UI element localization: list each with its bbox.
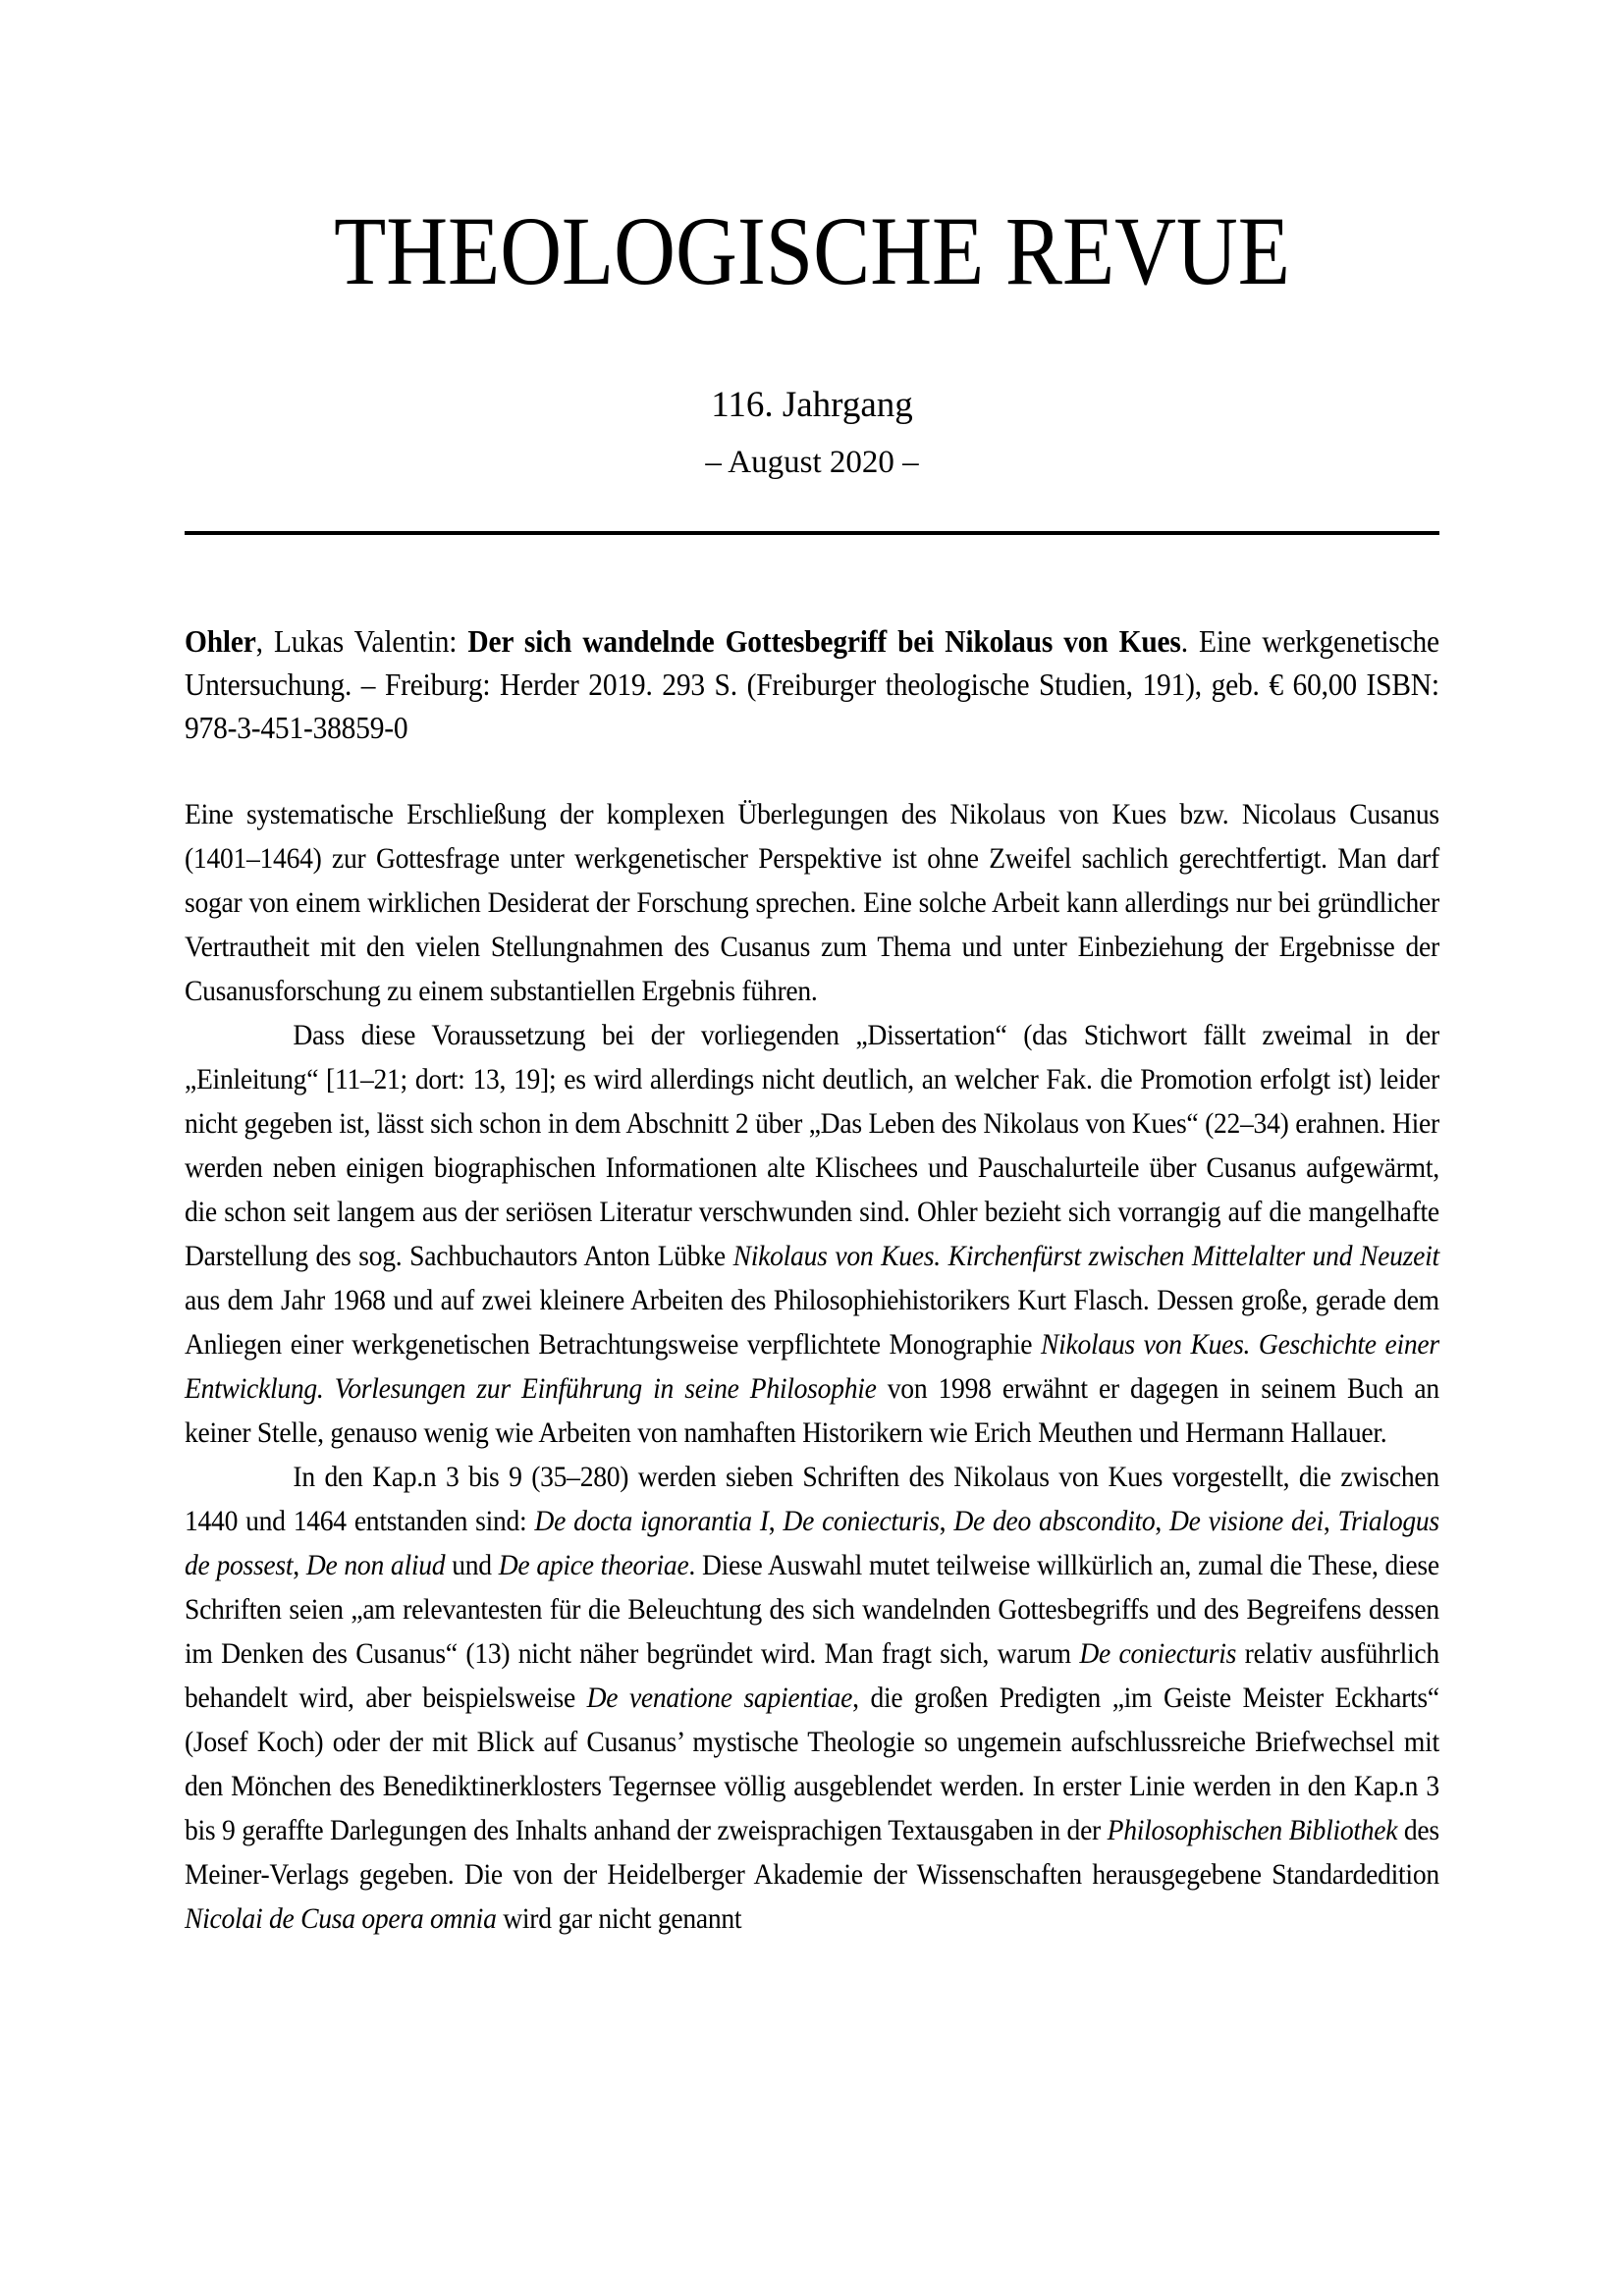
- work-title-italic: Nicolai de Cusa opera omnia: [185, 1902, 497, 1935]
- review-paragraph: [185, 1455, 1439, 1941]
- text-run: und: [445, 1549, 499, 1581]
- text-run: , Lukas Valentin:: [255, 623, 468, 659]
- text-run: aus dem Jahr 1968 und auf zwei kleinere Arbeiten des Philosophiehistorikers Kurt Flasch. Dessen große, gerade dem Anliegen einer werkgenetischen Betrachtungsweise verpflichtete Monographie: [185, 1284, 1439, 1361]
- review-body: [185, 792, 1439, 1941]
- volume-line: 116. Jahrgang: [711, 385, 913, 425]
- text-run: ,: [768, 1505, 784, 1537]
- work-title-italic: De venatione sapientiae: [586, 1682, 853, 1714]
- text-run: ,: [939, 1505, 954, 1537]
- work-title-italic: De visione dei: [1169, 1505, 1324, 1537]
- work-title-italic: De coniecturis: [783, 1505, 940, 1537]
- text-run: . Eine werkgenetische Untersuchung. – Freiburg: Herder 2019. 293 S. (Freiburger theologische Studien, 191), geb. € 60,00 ISBN: 978-3-451-38859-0: [185, 623, 1439, 745]
- work-title-italic: Trialogus de possest: [185, 1505, 1439, 1581]
- text-run: Eine systematische Erschließung der komplexen Überlegungen des Nikolaus von Kues bzw. Nicolaus Cusanus (1401–1464) zur Gottesfrage unter werkgenetischer Perspektive ist ohne Zweifel sachlich gerechtfertigt. Man darf sogar von einem wirklichen Desiderat der Forschung sprechen. Eine solche Arbeit kann allerdings nur bei gründlicher Vertrautheit mit den vielen Stellungnahmen des Cusanus zum Thema und unter Einbeziehung der Ergebnisse der Cusanusforschung zu einem substantiellen Ergebnis führen.: [185, 798, 1439, 1007]
- text-run: , die großen Predigten „im Geiste Meister Eckharts“ (Josef Koch) oder der mit Blick auf Cusanus’ mystische Theologie so ungemein aufschlussreiche Briefwechsel mit den Mönchen des Benediktinerklosters Tegernsee völlig ausgeblendet werden. In erster Linie werden in den Kap.n 3 bis 9 geraffte Darlegungen des Inhalts anhand der zweisprachigen Textausgaben in der: [185, 1682, 1439, 1846]
- text-run: relativ ausführlich behandelt wird, aber beispielsweise: [185, 1637, 1439, 1714]
- book-citation: [185, 619, 1439, 749]
- citation-text: [185, 619, 1439, 749]
- work-title-italic: Nikolaus von Kues. Kirchenfürst zwischen Mittelalter und Neuzeit: [732, 1240, 1439, 1272]
- work-title-italic: De coniecturis: [1079, 1637, 1237, 1670]
- work-title-italic: Nikolaus von Kues. Geschichte einer Entwicklung. Vorlesungen zur Einführung in seine Philosophie: [185, 1328, 1439, 1405]
- text-run: des Meiner-Verlags gegeben. Die von der Heidelberger Akademie der Wissenschaften herausgegebene Standardedition: [185, 1814, 1439, 1891]
- work-title-italic: De apice theoriae: [498, 1549, 689, 1581]
- text-run: wird gar nicht genannt: [496, 1902, 742, 1935]
- work-title-italic: De docta ignorantia I: [534, 1505, 769, 1537]
- journal-title: THEOLOGISCHE REVUE: [334, 196, 1290, 305]
- text-run: ,: [293, 1549, 306, 1581]
- emphasis-bold: Der sich wandelnde Gottesbegriff bei Nikolaus von Kues: [467, 623, 1181, 659]
- work-title-italic: De deo abscondito: [953, 1505, 1156, 1537]
- masthead: [185, 196, 1439, 535]
- masthead-divider: [185, 531, 1439, 535]
- work-title-italic: De non aliud: [305, 1549, 446, 1581]
- text-run: In den Kap.n 3 bis 9 (35–280) werden sieben Schriften des Nikolaus von Kues vorgestellt, die zwischen 1440 und 1464 entstanden sind:: [185, 1461, 1439, 1537]
- text-run: ,: [1323, 1505, 1338, 1537]
- review-paragraph: [185, 792, 1439, 1013]
- text-run: von 1998 erwähnt er dagegen in seinem Buch an keiner Stelle, genauso wenig wie Arbeiten von namhaften Historikern wie Erich Meuthen und Hermann Hallauer.: [185, 1372, 1439, 1449]
- issue-date-line: – August 2020 –: [705, 445, 919, 480]
- text-run: . Diese Auswahl mutet teilweise willkürlich an, zumal die These, diese Schriften seien „am relevantesten für die Beleuchtung des sich wandelnden Gottesbegriffs und des Begreifens dessen im Denken des Cusanus“ (13) nicht näher begründet wird. Man fragt sich, warum: [185, 1549, 1439, 1670]
- text-run: ,: [1155, 1505, 1170, 1537]
- work-title-italic: Philosophischen Bibliothek: [1107, 1814, 1398, 1846]
- review-paragraph: [185, 1013, 1439, 1455]
- text-run: Dass diese Voraussetzung bei der vorliegenden „Dissertation“ (das Stichwort fällt zweimal in der „Einleitung“ [11–21; dort: 13, 19]; es wird allerdings nicht deutlich, an welcher Fak. die Promotion erfolgt ist) leider nicht gegeben ist, lässt sich schon in dem Abschnitt 2 über „Das Leben des Nikolaus von Kues“ (22–34) erahnen. Hier werden neben einigen biographischen Informationen alte Klischees und Pauschalurteile über Cusanus aufgewärmt, die schon seit langem aus der seriösen Literatur verschwunden sind. Ohler bezieht sich vorrangig auf die mangelhafte Darstellung des sog. Sachbuchautors Anton Lübke: [185, 1019, 1439, 1272]
- emphasis-bold: Ohler: [185, 623, 256, 659]
